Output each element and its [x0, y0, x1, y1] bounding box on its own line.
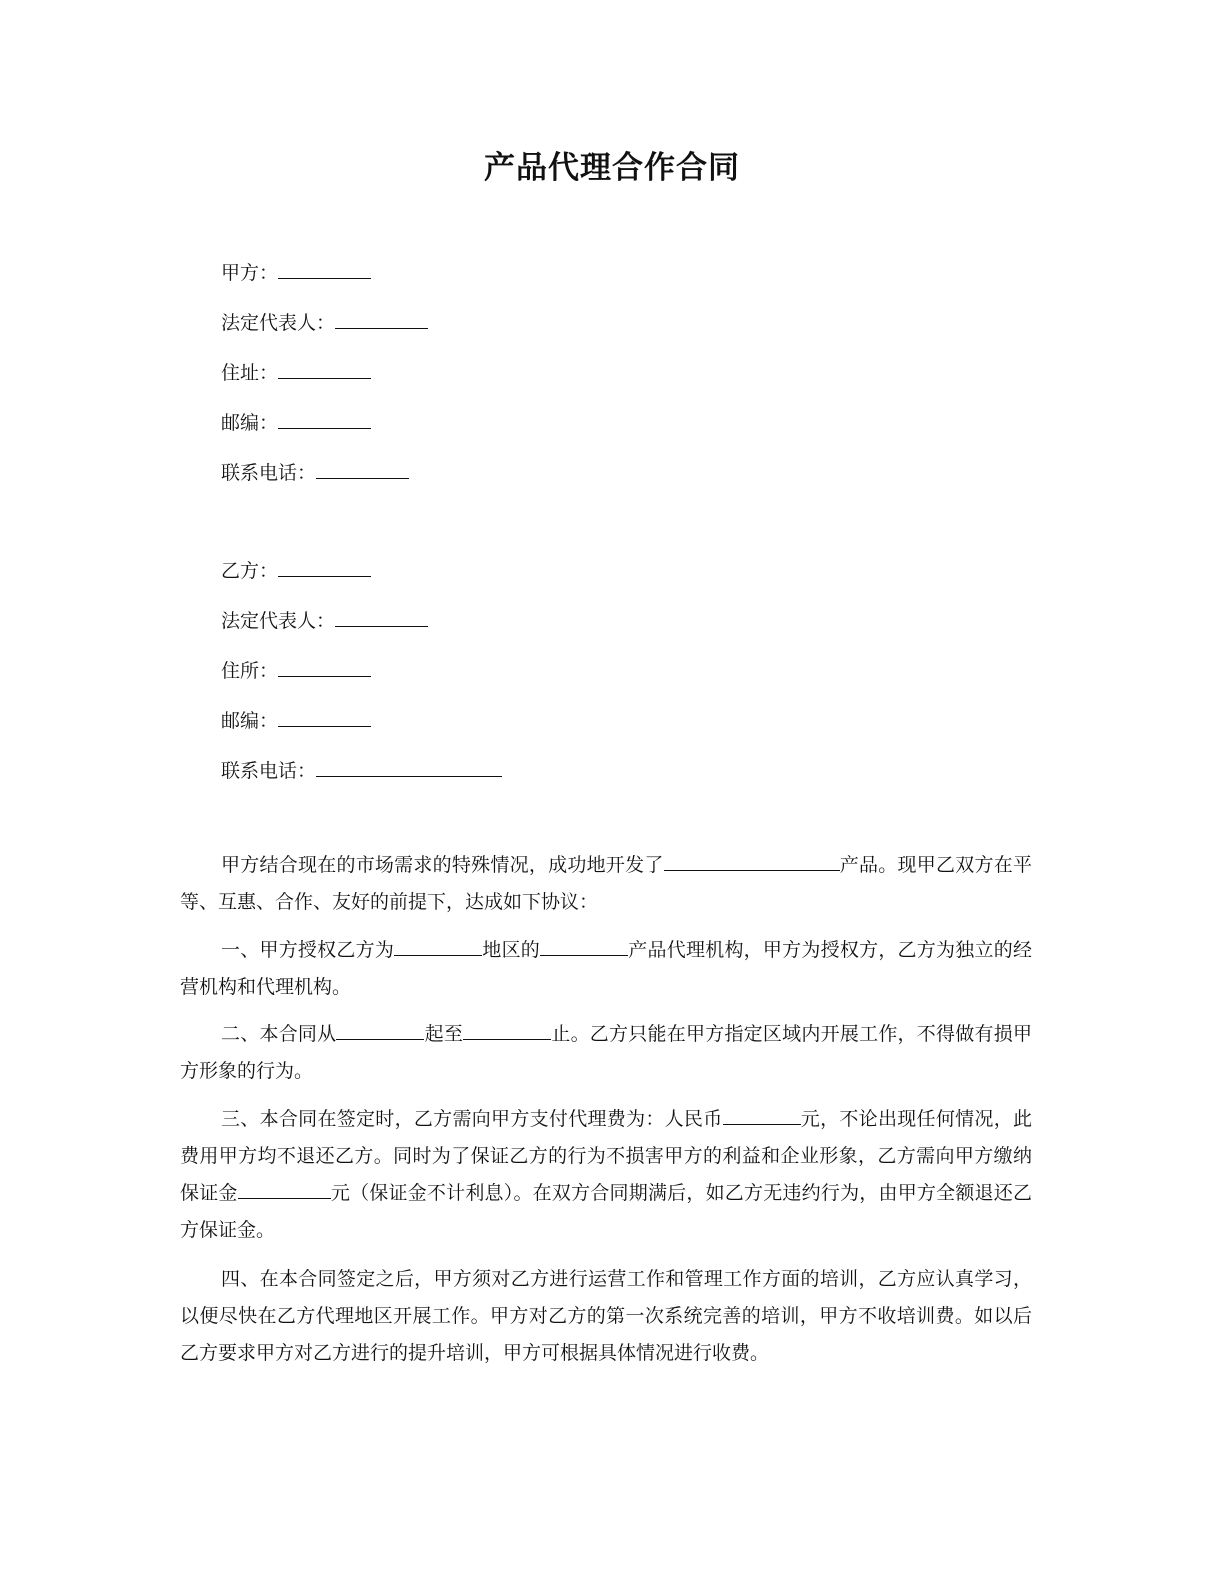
party-b-address-blank: [278, 656, 371, 677]
clause-2-text-1: 二、本合同从: [221, 1023, 337, 1045]
clause-1-text-2: 地区的: [482, 939, 541, 961]
party-b-rep-field: [221, 606, 428, 634]
clause-1-text-1: 一、甲方授权乙方为: [221, 939, 395, 961]
party-b-name-field: [221, 556, 371, 584]
party-b-phone-field: [221, 756, 502, 784]
party-b-address-label: 住所：: [221, 660, 279, 682]
party-b-address-field: [221, 656, 371, 684]
party-b-phone-blank: [316, 756, 502, 777]
party-a-rep-blank: [335, 308, 428, 329]
party-a-address-field: [221, 358, 371, 386]
party-a-postcode-field: [221, 408, 371, 436]
end-date-blank: [463, 1019, 551, 1040]
party-b-name-label: 乙方：: [221, 560, 279, 582]
party-b-postcode-field: [221, 706, 371, 734]
clause-3-text-2: 元，不论出现任何情况，此费用甲方均不退还乙方。同时为了保证乙方的行为不损害甲方的利益和企业形象，乙方需向甲方缴纳保证金: [180, 1108, 1032, 1204]
party-b-rep-blank: [335, 606, 428, 627]
clause-2: [180, 1016, 1032, 1090]
party-a-name-field: [221, 258, 371, 286]
party-b-phone-label: 联系电话：: [221, 760, 317, 782]
party-a-phone-field: [221, 458, 409, 486]
intro-text-2: 产品。现甲乙双方在平等、互惠、合作、友好的前提下，达成如下协议：: [180, 854, 1032, 913]
party-b-postcode-blank: [278, 706, 371, 727]
clause-4-text: 四、在本合同签定之后，甲方须对乙方进行运营工作和管理工作方面的培训，乙方应认真学习，以便尽快在乙方代理地区开展工作。甲方对乙方的第一次系统完善的培训，甲方不收培训费。如以后乙方要求甲方对乙方进行的提升培训，甲方可根据具体情况进行收费。: [180, 1268, 1032, 1364]
intro-paragraph: [180, 847, 1032, 921]
clause-1-text-3: 产品代理机构，甲方为授权方，乙方为独立的经营机构和代理机构。: [180, 939, 1032, 998]
document-title: 产品代理合作合同: [484, 150, 740, 186]
clause-4: [180, 1261, 1032, 1372]
party-a-phone-blank: [316, 458, 409, 479]
party-a-name-label: 甲方：: [221, 262, 279, 284]
party-a-rep-field: [221, 308, 428, 336]
party-a-postcode-blank: [278, 408, 371, 429]
product-blank: [540, 935, 628, 956]
clause-2-text-3: 止。乙方只能在甲方指定区域内开展工作，不得做有损甲方形象的行为。: [180, 1023, 1032, 1082]
clause-3-text-1: 三、本合同在签定时，乙方需向甲方支付代理费为：人民币: [221, 1108, 723, 1130]
intro-text-1: 甲方结合现在的市场需求的特殊情况，成功地开发了: [221, 854, 664, 876]
party-a-rep-label: 法定代表人：: [221, 312, 336, 334]
region-blank: [394, 935, 482, 956]
agency-fee-blank: [723, 1104, 801, 1125]
party-a-name-blank: [278, 258, 371, 279]
party-a-address-label: 住址：: [221, 362, 279, 384]
clause-3: [180, 1101, 1032, 1249]
party-a-address-blank: [278, 358, 371, 379]
clause-3-text-3: 元（保证金不计利息）。在双方合同期满后，如乙方无违约行为，由甲方全额退还乙方保证金。: [180, 1182, 1032, 1241]
party-b-rep-label: 法定代表人：: [221, 610, 336, 632]
party-b-postcode-label: 邮编：: [221, 710, 279, 732]
deposit-blank: [238, 1178, 331, 1199]
clause-1: [180, 932, 1032, 1006]
start-date-blank: [336, 1019, 424, 1040]
party-a-phone-label: 联系电话：: [221, 462, 317, 484]
product-name-blank: [664, 850, 840, 871]
clause-2-text-2: 起至: [424, 1023, 464, 1045]
party-b-name-blank: [278, 556, 371, 577]
party-a-postcode-label: 邮编：: [221, 412, 279, 434]
